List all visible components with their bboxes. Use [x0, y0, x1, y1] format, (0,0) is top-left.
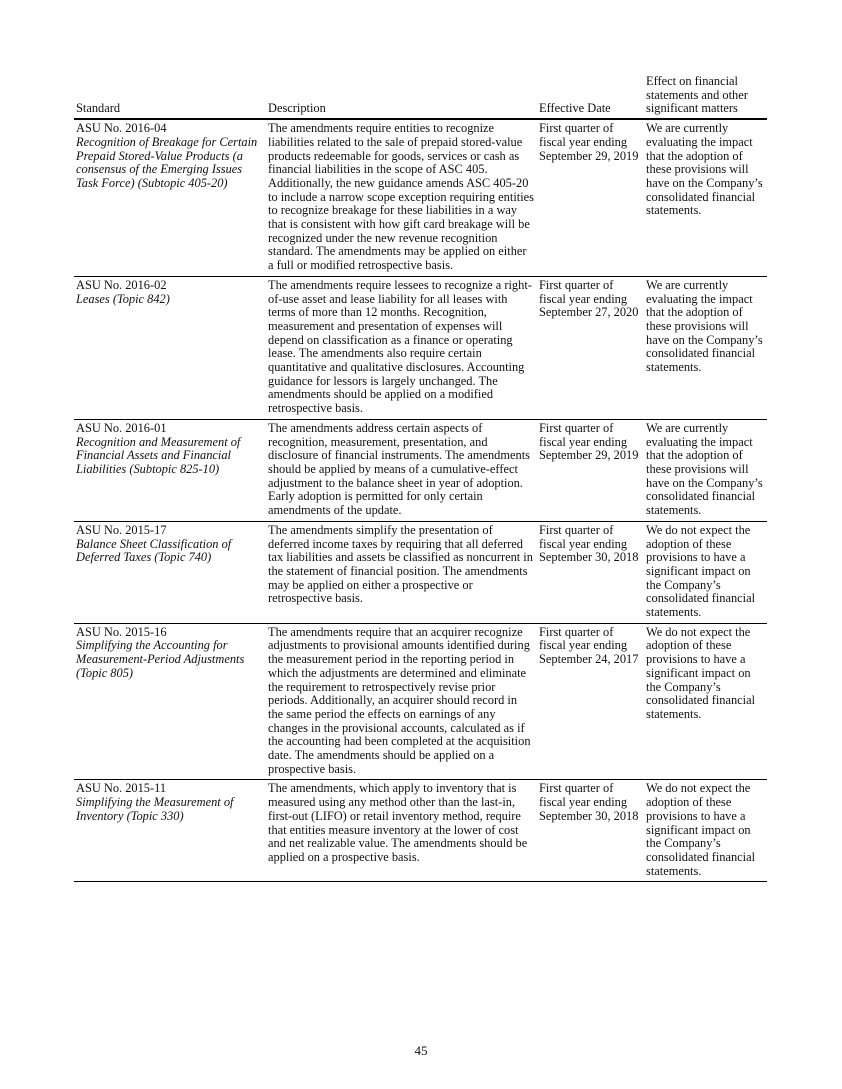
table-row: [74, 419, 767, 521]
page-number: 45: [414, 1043, 428, 1058]
table-row: [74, 780, 767, 882]
standard-cell: [74, 623, 266, 780]
effect-cell: We are currently evaluating the impact that the adoption of these provisions will have on the Company’s consolidated financial statements.: [644, 419, 767, 521]
standard-title: Simplifying the Measurement of Inventory (Topic 330): [76, 795, 234, 823]
asu-number: ASU No. 2016-04: [76, 121, 167, 136]
standard-cell: [74, 276, 266, 419]
effective-date-cell: First quarter of fiscal year ending September 30, 2018: [537, 521, 644, 623]
effective-date-cell: First quarter of fiscal year ending September 24, 2017: [537, 623, 644, 780]
accounting-standards-table: [74, 75, 767, 882]
standard-title: Simplifying the Accounting for Measurement-Period Adjustments (Topic 805): [76, 638, 245, 680]
table-row: [74, 623, 767, 780]
effective-date-cell: First quarter of fiscal year ending September 29, 2019: [537, 119, 644, 276]
effective-date-cell: First quarter of fiscal year ending September 29, 2019: [537, 419, 644, 521]
effective-date-cell: First quarter of fiscal year ending September 27, 2020: [537, 276, 644, 419]
header-description: Description: [266, 75, 537, 119]
description-cell: The amendments require that an acquirer recognize adjustments to provisional amounts identified during the measurement period in the reporting period in which the adjustments are determined and eliminate the requirement to retrospectively revise prior periods. Additionally, an acquirer should record in the same period the effects on earnings of any changes in the provisional accounts, calculated as if the accounting had been completed at the acquisition date. The amendments should be applied on a prospective basis.: [266, 623, 537, 780]
description-cell: The amendments simplify the presentation of deferred income taxes by requiring that all deferred tax liabilities and assets be classified as noncurrent in the statement of financial position. The amendments may be applied on either a prospective or retrospective basis.: [266, 521, 537, 623]
description-cell: The amendments, which apply to inventory that is measured using any method other than the last-in, first-out (LIFO) or retail inventory method, require that entities measure inventory at the lower of cost and net realizable value. The amendments should be applied on a prospective basis.: [266, 780, 537, 882]
standard-cell: [74, 521, 266, 623]
standard-cell: [74, 419, 266, 521]
header-effect: Effect on financial statements and other significant matters: [644, 75, 767, 119]
asu-number: ASU No. 2015-11: [76, 781, 167, 796]
table-row: [74, 276, 767, 419]
description-cell: The amendments address certain aspects of recognition, measurement, presentation, and disclosure of financial instruments. The amendments should be applied by means of a cumulative-effect adjustment to the balance sheet in year of adoption. Early adoption is permitted for only certain amendments of the update.: [266, 419, 537, 521]
effective-date-cell: First quarter of fiscal year ending September 30, 2018: [537, 780, 644, 882]
effect-cell: We do not expect the adoption of these provisions to have a significant impact on the Company’s consolidated financial statements.: [644, 780, 767, 882]
effect-cell: We are currently evaluating the impact that the adoption of these provisions will have on the Company’s consolidated financial statements.: [644, 119, 767, 276]
asu-number: ASU No. 2015-17: [76, 522, 167, 537]
description-cell: The amendments require entities to recognize liabilities related to the sale of prepaid stored-value products redeemable for goods, services or cash as financial liabilities in the scope of ASC 405. Additionally, the new guidance amends ASC 405-20 to include a narrow scope exception requiring entities to recognize breakage for these liabilities in a way that is consistent with how gift card breakage will be recognized under the new revenue recognition standard. The amendments may be applied on either a full or modified retrospective basis.: [266, 119, 537, 276]
standard-title: Recognition and Measurement of Financial Assets and Financial Liabilities (Subtopic 825-10): [76, 434, 241, 476]
table-row: [74, 119, 767, 276]
header-standard: Standard: [74, 75, 266, 119]
effect-cell: We do not expect the adoption of these provisions to have a significant impact on the Company’s consolidated financial statements.: [644, 521, 767, 623]
table-header-row: [74, 75, 767, 119]
description-cell: The amendments require lessees to recognize a right-of-use asset and lease liability for all leases with terms of more than 12 months. Recognition, measurement and presentation of expenses will depend on classification as a finance or operating lease. The amendments also require certain quantitative and qualitative disclosures. Accounting guidance for lessors is largely unchanged. The amendments should be applied on a modified retrospective basis.: [266, 276, 537, 419]
standard-title: Leases (Topic 842): [76, 291, 170, 306]
standard-title: Recognition of Breakage for Certain Prepaid Stored-Value Products (a consensus of the Emerging Issues Task Force) (Subtopic 405-20): [76, 134, 258, 190]
asu-number: ASU No. 2015-16: [76, 624, 167, 639]
asu-number: ASU No. 2016-02: [76, 277, 167, 292]
standard-cell: [74, 119, 266, 276]
asu-number: ASU No. 2016-01: [76, 420, 167, 435]
effect-cell: We do not expect the adoption of these provisions to have a significant impact on the Company’s consolidated financial statements.: [644, 623, 767, 780]
table-row: [74, 521, 767, 623]
header-effective-date: Effective Date: [537, 75, 644, 119]
standard-title: Balance Sheet Classification of Deferred Taxes (Topic 740): [76, 536, 232, 565]
standard-cell: [74, 780, 266, 882]
effect-cell: We are currently evaluating the impact that the adoption of these provisions will have on the Company’s consolidated financial statements.: [644, 276, 767, 419]
